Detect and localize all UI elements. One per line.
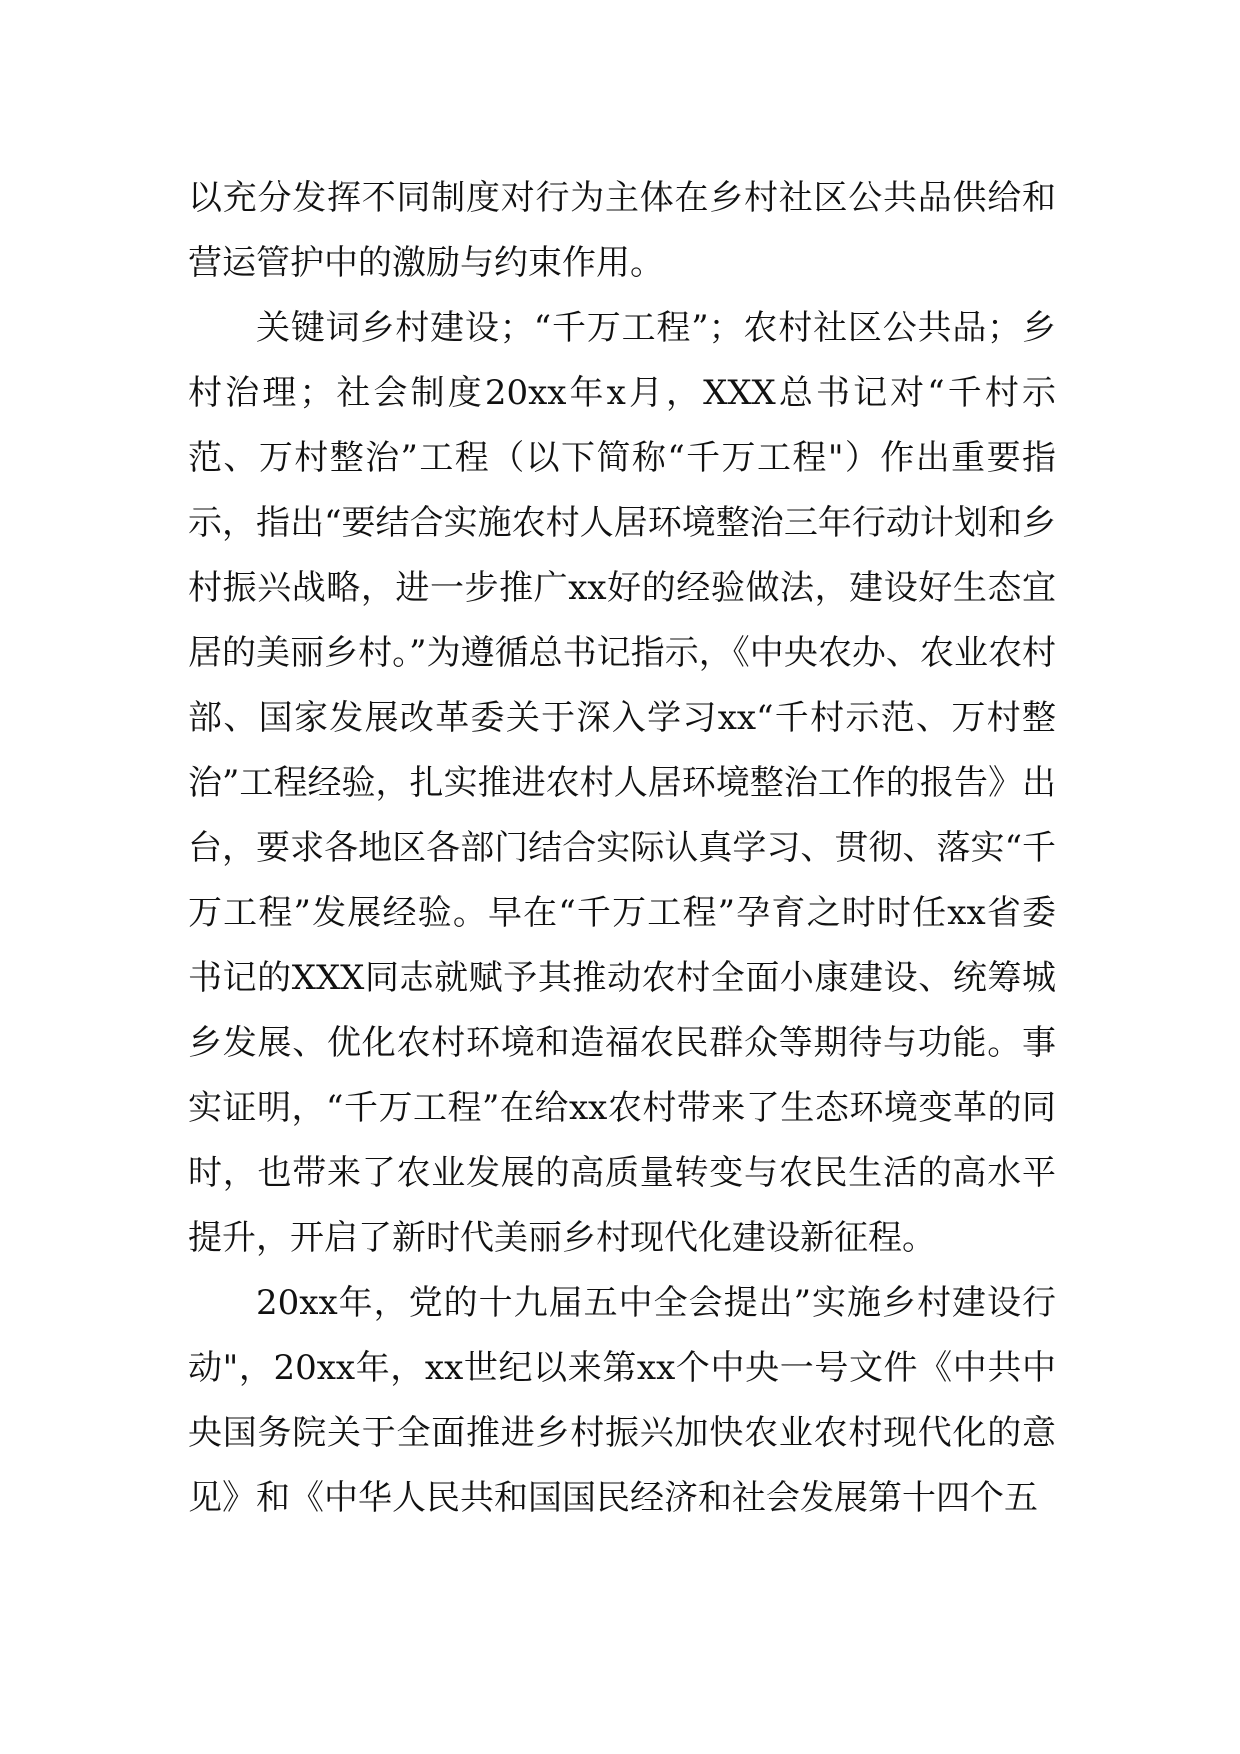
- paragraph-continuation: 以充分发挥不同制度对行为主体在乡村社区公共品供给和营运管护中的激励与约束作用。: [188, 178, 1056, 283]
- document-body: [188, 166, 1056, 1531]
- paragraph-policy-background: 20xx年，党的十九届五中全会提出”实施乡村建设行动"，20xx年，xx世纪以来第xx个中央一号文件《中共中央国务院关于全面推进乡村振兴加快农业农村现代化的意见》和《中华人民共和国国民经济和社会发展第十四个五: [188, 1283, 1056, 1518]
- paragraph-keywords-and-intro: 关键词乡村建设；“千万工程”；农村社区公共品；乡村治理；社会制度20xx年x月，XXX总书记对“千村示范、万村整治”工程（以下简称“千万工程"）作出重要指示，指出“要结合实施农村人居环境整治三年行动计划和乡村振兴战略，进一步推广xx好的经验做法，建设好生态宜居的美丽乡村。”为遵循总书记指示，《中央农办、农业农村部、国家发展改革委关于深入学习xx“千村示范、万村整治”工程经验，扎实推进农村人居环境整治工作的报告》出台，要求各地区各部门结合实际认真学习、贯彻、落实“千万工程”发展经验。早在“千万工程”孕育之时时任xx省委书记的XXX同志就赋予其推动农村全面小康建设、统筹城乡发展、优化农村环境和造福农民群众等期待与功能。事实证明，“千万工程”在给xx农村带来了生态环境变革的同时，也带来了农业发展的高质量转变与农民生活的高水平提升，开启了新时代美丽乡村现代化建设新征程。: [188, 308, 1056, 1258]
